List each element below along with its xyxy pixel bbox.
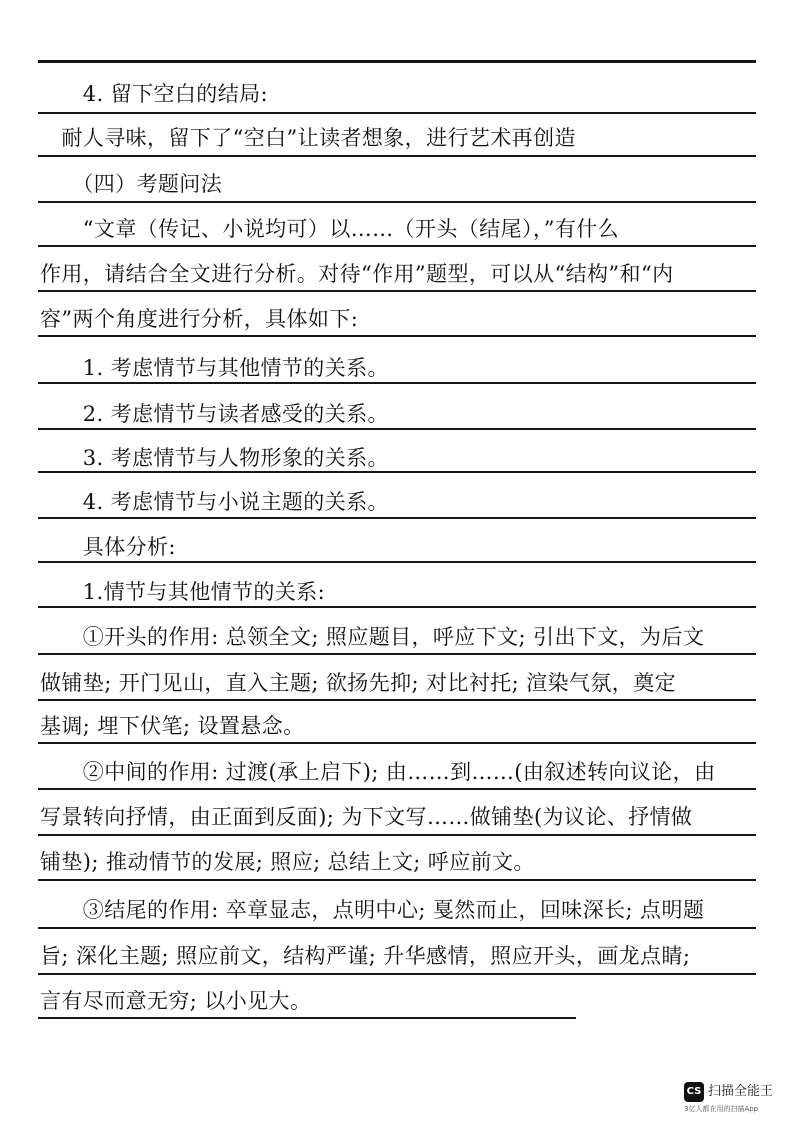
ending-function-line-2: 旨; 深化主题; 照应前文，结构严谨; 升华感情，照应开头，画龙点睛; [40, 944, 691, 968]
subheading-plot-relation: 1.情节与其他情节的关系: [40, 580, 326, 604]
ruled-line [38, 879, 756, 881]
middle-function-line-1: ②中间的作用: 过渡(承上启下); 由……到……(由叙述转向议论，由 [40, 760, 716, 784]
ruled-line [38, 834, 756, 836]
ruled-line [38, 927, 756, 929]
ruled-line [38, 201, 756, 203]
text-line-2: 耐人寻味，留下了“空白”让读者想象，进行艺术再创造 [40, 126, 576, 150]
list-item-2: 2. 考虑情节与读者感受的关系。 [40, 402, 389, 426]
text-line-4: “文章（传记、小说均可）以……（开头（结尾），”有什么 [40, 217, 620, 241]
ruled-line [38, 699, 756, 701]
watermark-brand: 扫描全能王 [708, 1084, 774, 1099]
text-line-6: 容”两个角度进行分析，具体如下: [40, 307, 359, 331]
text-line-5: 作用，请结合全文进行分析。对待“作用”题型，可以从“结构”和“内 [40, 262, 674, 286]
opening-function-line-3: 基调; 埋下伏笔; 设置悬念。 [40, 714, 305, 738]
ruled-line [38, 428, 756, 430]
ending-function-line-3: 言有尽而意无穷; 以小见大。 [40, 989, 312, 1013]
ruled-line [38, 788, 756, 790]
ruled-line [38, 382, 756, 384]
ruled-line [38, 653, 756, 655]
middle-function-line-2: 写景转向抒情，由正面到反面); 为下文写……做铺垫(为议论、抒情做 [40, 805, 693, 829]
watermark-tagline: 3亿人都在用的扫描App [684, 1105, 759, 1113]
subheading-analysis: 具体分析: [40, 535, 176, 559]
text-line-1: 4. 留下空白的结局: [40, 82, 268, 106]
ruled-line [38, 742, 756, 744]
ruled-line [38, 335, 756, 337]
ruled-line [38, 973, 756, 975]
opening-function-line-1: ①开头的作用: 总领全文; 照应题目，呼应下文; 引出下文，为后文 [40, 625, 705, 649]
ruled-line [38, 606, 756, 608]
section-heading-question-types: （四）考题问法 [40, 172, 223, 196]
ruled-line [38, 60, 756, 63]
ruled-line [38, 112, 756, 114]
ruled-line [38, 155, 756, 157]
ruled-line [38, 471, 756, 473]
ruled-line [38, 561, 756, 563]
ending-function-line-1: ③结尾的作用: 卒章显志，点明中心; 戛然而止，回味深长; 点明题 [40, 898, 705, 922]
camscanner-watermark [684, 1082, 784, 1118]
list-item-1: 1. 考虑情节与其他情节的关系。 [40, 356, 389, 380]
middle-function-line-3: 铺垫); 推动情节的发展; 照应; 总结上文; 呼应前文。 [40, 850, 535, 874]
camscanner-logo-icon: CS [684, 1082, 704, 1102]
ruled-line [38, 245, 756, 247]
list-item-4: 4. 考虑情节与小说主题的关系。 [40, 490, 389, 514]
ruled-line [38, 290, 756, 292]
opening-function-line-2: 做铺垫; 开门见山，直入主题; 欲扬先抑; 对比衬托; 渲染气氛，奠定 [40, 671, 676, 695]
ruled-line [38, 517, 756, 519]
ruled-line [38, 1017, 576, 1019]
list-item-3: 3. 考虑情节与人物形象的关系。 [40, 446, 389, 470]
